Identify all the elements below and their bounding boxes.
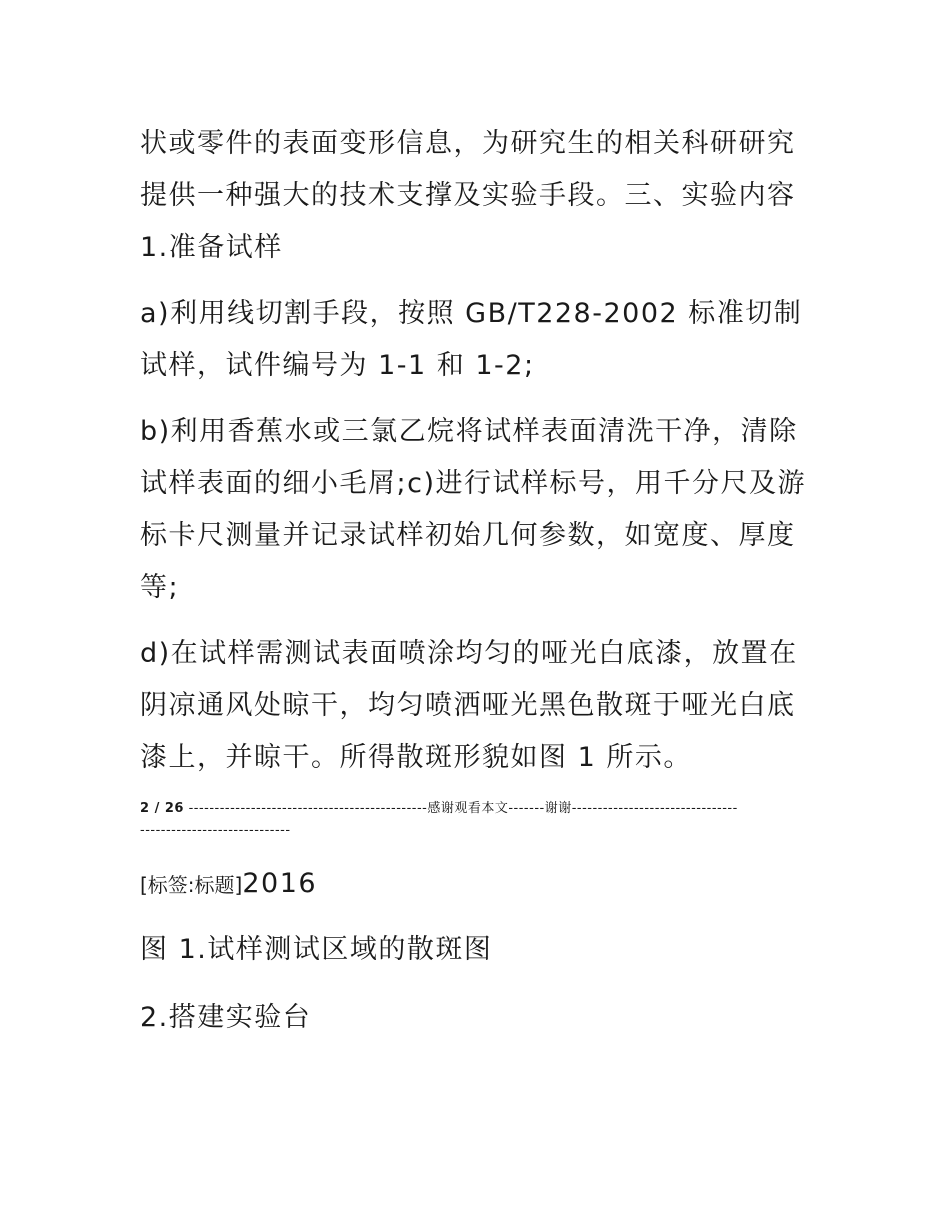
document-page — [140, 118, 812, 1044]
tag-year: 2016 — [242, 868, 318, 899]
paragraph-intro: 状或零件的表面变形信息，为研究生的相关科研研究提供一种强大的技术支撑及实验手段。三、实验内容 1.准备试样 — [140, 128, 796, 263]
paragraph-step-a: a)利用线切割手段，按照 GB/T228-2002 标准切制试样，试件编号为 1-1 和 1-2; — [140, 298, 803, 381]
section-heading: 2.搭建实验台 — [140, 1002, 312, 1033]
paragraph-step-b-c: b)利用香蕉水或三氯乙烷将试样表面清洗干净，清除试样表面的细小毛屑;c)进行试样标号，用千分尺及游标卡尺测量并记录试样初始几何参数，如宽度、厚度等; — [140, 416, 806, 603]
tag-line — [140, 860, 812, 908]
footer-text: ----------------------------------------------感谢观看本文-------谢谢------------------------------------------------------------- — [140, 801, 738, 838]
paragraph-step-d: d)在试样需测试表面喷涂均匀的哑光白底漆，放置在阴凉通风处晾干，均匀喷洒哑光黑色散斑于哑光白底漆上，并晾干。所得散斑形貌如图 1 所示。 — [140, 638, 798, 773]
tag-label: [标签:标题] — [140, 873, 243, 897]
page-footer — [140, 798, 740, 842]
figure-caption: 图 1.试样测试区域的散斑图 — [140, 934, 493, 965]
page-number: 2 / 26 — [140, 801, 184, 816]
